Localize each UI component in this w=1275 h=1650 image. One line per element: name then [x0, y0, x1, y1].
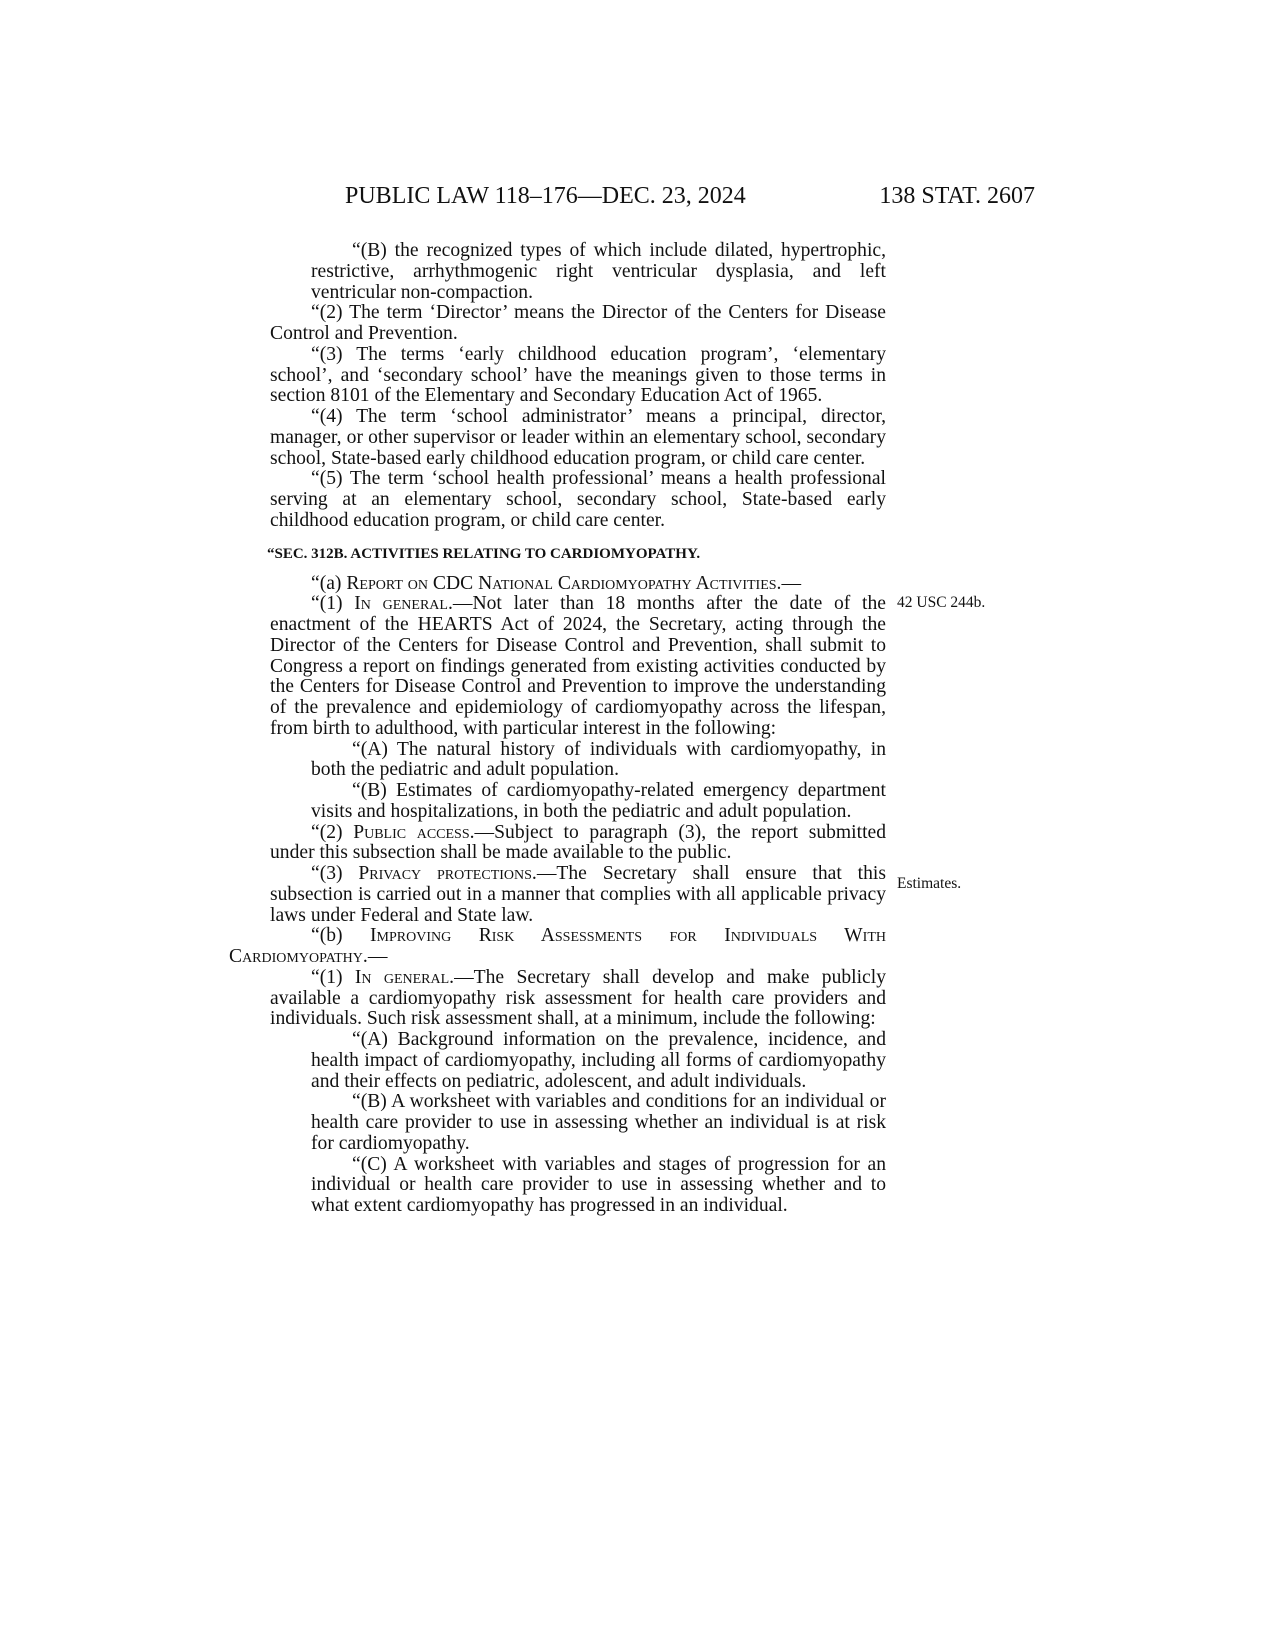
subsection-a-prefix: “(a) [311, 572, 347, 594]
paragraph-b-1 [270, 968, 886, 1030]
statute-body [229, 240, 887, 1217]
section-heading: “SEC. 312B. ACTIVITIES RELATING TO CARDIOMYOPATHY. [267, 545, 701, 562]
definition-school-health-professional: “(5) The term ‘school health professional’ means a health professional serving at an elementary school, secondary school, State-based early childhood education program, or child care center. [270, 468, 886, 531]
paragraph-a-3-heading: Privacy protections. [358, 863, 537, 884]
paragraph-b-1-text: —The Secretary shall develop and make publicly available a cardiomyopathy risk assessment for health care providers and individuals. Such risk assessment shall, at a minimum, include the following: [270, 966, 886, 1030]
subsection-a-title: Report on CDC National Cardiomyopathy Activities. [346, 572, 782, 594]
paragraph-a-1-heading: In general. [354, 593, 453, 615]
subsection-b-dash: — [367, 946, 388, 967]
margin-note-usc-citation: 42 USC 244b. [897, 594, 986, 611]
definition-director: “(2) The term ‘Director’ means the Director of the Centers for Disease Control and Prevention. [270, 302, 886, 344]
paragraph-b-1-prefix: “(1) [311, 966, 355, 988]
subsection-b-heading [229, 926, 886, 968]
subparagraph-a-1-A: “(A) The natural history of individuals with cardiomyopathy, in both the pediatric and adult population. [311, 738, 886, 781]
subparagraph-b-1-A: “(A) Background information on the prevalence, incidence, and health impact of cardiomyopathy, including all forms of cardiomyopathy and their effects on pediatric, adolescent, and adult individuals. [311, 1029, 886, 1092]
paragraph-a-1-prefix: “(1) [311, 593, 355, 615]
definition-school-administrator: “(4) The term ‘school administrator’ means a principal, director, manager, or other supervisor or leader within an elementary school, secondary school, State-based early childhood education program, or child care center. [270, 406, 886, 469]
paragraph-a-1-text: —Not later than 18 months after the date of the enactment of the HEARTS Act of 2024, the Secretary, acting through the Director of the Centers for Disease Control and Prevention, shall submit to Congress a report on findings generated from existing activities conducted by the Centers for Disease Control and Prevention to improve the understanding of the prevalence and epidemiology of cardiomyopathy across the lifespan, from birth to adulthood, with particular interest in the following: [270, 593, 886, 739]
running-head [345, 183, 1035, 213]
paragraph-b-1-heading: In general. [354, 966, 455, 988]
paragraph-a-2-heading: Public access. [353, 821, 475, 843]
paragraph-a-2-prefix: “(2) [311, 821, 354, 843]
subparagraph-a-1-B: “(B) Estimates of cardiomyopathy-related emergency department visits and hospitalizations, in both the pediatric and adult population. [311, 780, 886, 822]
subsection-a-heading [270, 574, 886, 595]
stat-page-number: 138 STAT. 2607 [879, 183, 1035, 209]
clause-1-B: “(B) the recognized types of which include dilated, hypertrophic, restrictive, arrhythmogenic right ventricular dysplasia, and left ventricular non-compaction. [311, 240, 886, 303]
paragraph-a-1 [270, 594, 886, 739]
paragraph-a-3-prefix: “(3) [311, 863, 359, 884]
paragraph-a-3-text: —The Secretary shall ensure that this subsection is carried out in a manner that complies with all applicable privacy laws under Federal and State law. [270, 863, 886, 926]
subparagraph-b-1-B: “(B) A worksheet with variables and conditions for an individual or health care provider to use in assessing whether an individual is at risk for cardiomyopathy. [311, 1091, 886, 1154]
subparagraph-b-1-C: “(C) A worksheet with variables and stages of progression for an individual or health care provider to use in assessing whether and to what extent cardiomyopathy has progressed in an individual. [311, 1153, 886, 1216]
subsection-b-title: Improving Risk Assessments for Individuals With Cardiomyopathy. [229, 925, 886, 967]
subsection-b-prefix: “(b) [311, 925, 371, 947]
subsection-a-dash: — [781, 572, 802, 594]
paragraph-a-2-text: —Subject to paragraph (3), the report submitted under this subsection shall be made available to the public. [270, 821, 887, 864]
paragraph-a-3 [270, 864, 886, 926]
running-head-title: PUBLIC LAW 118–176—DEC. 23, 2024 [345, 183, 746, 209]
definition-schools: “(3) The terms ‘early childhood education program’, ‘elementary school’, and ‘secondary school’ have the meanings given to those terms in section 8101 of the Elementary and Secondary Education Act of 1965. [270, 343, 886, 407]
margin-note-estimates: Estimates. [897, 875, 962, 892]
paragraph-a-2 [270, 823, 886, 865]
